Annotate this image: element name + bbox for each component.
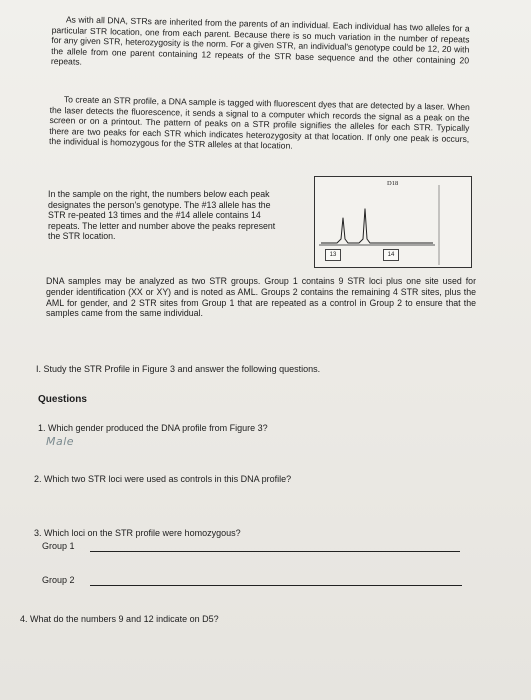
- electropherogram-trace: [321, 209, 433, 244]
- allele-label-13: 13: [325, 249, 341, 261]
- group-1-label: Group 1: [42, 541, 75, 551]
- locus-label: D18: [387, 180, 399, 187]
- intro-paragraph-2: To create an STR profile, a DNA sample is tagged with fluorescent dyes that are detected by a laser. When the laser detects the fluorescence, it sends a signal to a computer which records the signal as a peak on the screen or on a printout. The pattern of peaks on a STR profile signifies the alleles for each STR. Typically there are two peaks for each STR which indicates heterozygosity at that location. If only one peak is occurs, the individual is homozygous for the STR alleles at that location.: [48, 94, 470, 152]
- instruction-text: I. Study the STR Profile in Figure 3 and answer the following questions.: [36, 364, 321, 374]
- question-2: 2. Which two STR loci were used as controls in this DNA profile?: [34, 474, 292, 484]
- questions-heading: Questions: [38, 394, 87, 405]
- question-4: 4. What do the numbers 9 and 12 indicate on D5?: [20, 614, 219, 624]
- question-3: 3. Which loci on the STR profile were homozygous?: [34, 528, 241, 538]
- groups-paragraph: DNA samples may be analyzed as two STR groups. Group 1 contains 9 STR loci plus one site used for gender identification (XX or XY) and is noted as AML. Groups 2 contains the remaining 4 STR sites, plus the AML for gender, and 2 STR sites from Group 1 that are repeated as a control in Group 2 to ensure that the samples came from the same individual.: [46, 276, 476, 319]
- group-2-answer-line[interactable]: [90, 585, 462, 586]
- intro-paragraph-1: As with all DNA, STRs are inherited from the parents of an individual. Each individual has two alleles for a particular STR location, one from each parent. Because there is so much variation in the number of repeats for any given STR, heterozygosity is the norm. For a given STR, an individual's genotype could be 12, 20 with the allele from one parent containing 12 repeats of the STR base sequence and the other containing 20 repeats.: [50, 14, 470, 68]
- group-2-label: Group 2: [42, 575, 75, 585]
- figure-caption: In the sample on the right, the numbers below each peak designates the person's genotype. The #13 allele has the STR re-peated 13 times and the #14 allele contains 14 repeats. The letter and number above the peaks represent the STR location.: [48, 189, 276, 242]
- answer-1-handwritten[interactable]: Male: [46, 435, 75, 448]
- allele-label-14: 14: [383, 249, 399, 261]
- group-1-answer-line[interactable]: [90, 551, 460, 552]
- str-profile-figure: [314, 176, 472, 268]
- question-1: 1. Which gender produced the DNA profile from Figure 3?: [38, 423, 268, 433]
